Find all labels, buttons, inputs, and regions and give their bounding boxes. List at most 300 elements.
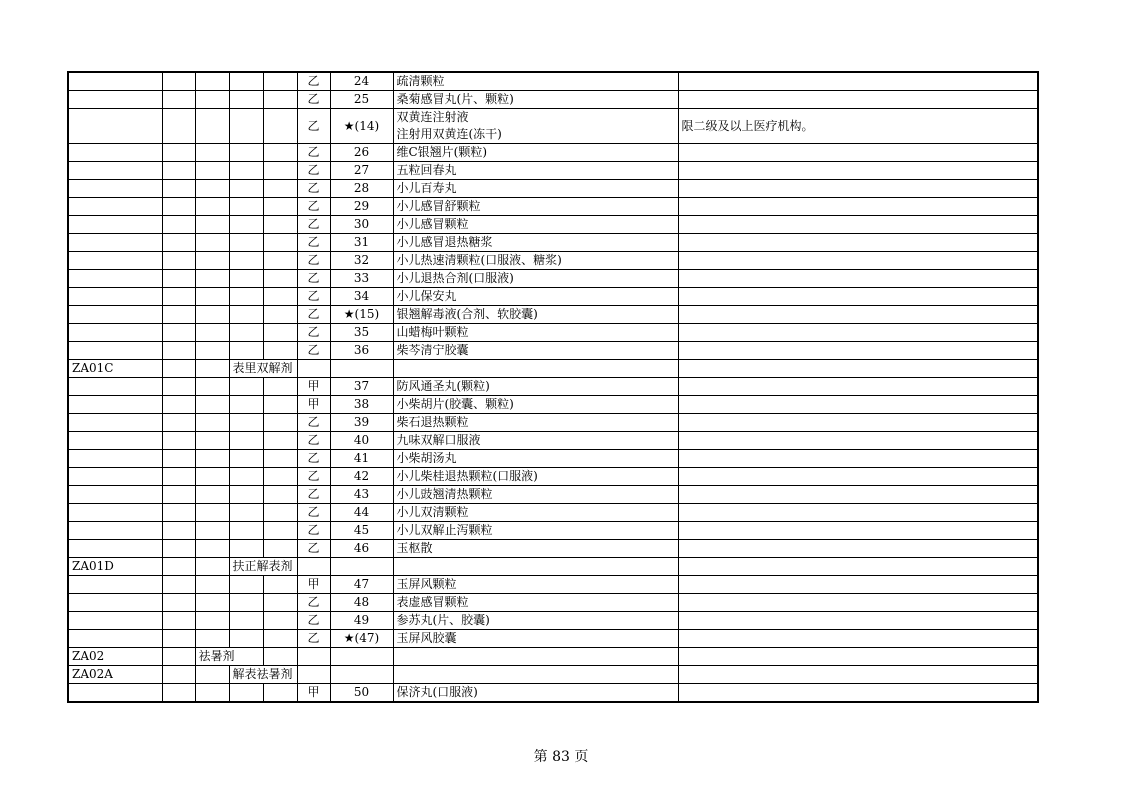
drug-name: 防风通圣丸(颗粒) bbox=[396, 379, 490, 393]
empty-cell bbox=[229, 144, 263, 162]
drug-row bbox=[68, 396, 1038, 414]
empty-cell bbox=[195, 162, 229, 180]
empty-cell bbox=[68, 612, 162, 630]
empty-cell bbox=[195, 594, 229, 612]
class-cell: 乙 bbox=[297, 91, 330, 109]
empty-cell bbox=[229, 270, 263, 288]
number-cell: 40 bbox=[330, 432, 393, 450]
drug-name: 小儿豉翘清热颗粒 bbox=[396, 487, 493, 501]
class-cell: 乙 bbox=[297, 324, 330, 342]
class-cell: 乙 bbox=[297, 522, 330, 540]
number-cell: 49 bbox=[330, 612, 393, 630]
empty-cell bbox=[229, 522, 263, 540]
empty-cell bbox=[162, 144, 195, 162]
number-cell: 50 bbox=[330, 684, 393, 703]
class-cell: 甲 bbox=[297, 684, 330, 703]
number-cell: 26 bbox=[330, 144, 393, 162]
drug-name: 九味双解口服液 bbox=[396, 433, 481, 447]
class-cell: 乙 bbox=[297, 234, 330, 252]
empty-cell bbox=[263, 396, 297, 414]
class-cell: 乙 bbox=[297, 540, 330, 558]
drug-name: 参苏丸(片、胶囊) bbox=[396, 613, 490, 627]
empty-cell bbox=[68, 324, 162, 342]
empty-cell bbox=[263, 109, 297, 144]
drug-row bbox=[68, 324, 1038, 342]
drug-name: 小儿保安丸 bbox=[396, 289, 457, 303]
empty-cell bbox=[68, 396, 162, 414]
empty-cell bbox=[263, 270, 297, 288]
category-level-cell bbox=[162, 648, 195, 666]
note-cell bbox=[678, 468, 1038, 486]
empty-cell bbox=[195, 91, 229, 109]
drug-name: 桑菊感冒丸(片、颗粒) bbox=[396, 92, 514, 106]
class-cell: 乙 bbox=[297, 216, 330, 234]
drug-name-cell bbox=[393, 432, 678, 450]
empty-cell bbox=[263, 162, 297, 180]
category-label: 解表祛暑剂 bbox=[229, 666, 297, 684]
number-cell: 30 bbox=[330, 216, 393, 234]
note-cell bbox=[678, 414, 1038, 432]
empty-cell bbox=[195, 252, 229, 270]
drug-name: 小儿双解止泻颗粒 bbox=[396, 523, 493, 537]
empty-cell bbox=[68, 109, 162, 144]
drug-row bbox=[68, 234, 1038, 252]
empty-cell bbox=[229, 306, 263, 324]
class-cell bbox=[297, 648, 330, 666]
drug-name-cell bbox=[393, 306, 678, 324]
number-cell: ★(47) bbox=[330, 630, 393, 648]
empty-cell bbox=[195, 612, 229, 630]
empty-cell bbox=[162, 342, 195, 360]
class-cell: 乙 bbox=[297, 414, 330, 432]
drug-name-cell bbox=[393, 216, 678, 234]
empty-cell bbox=[68, 684, 162, 703]
number-cell: 38 bbox=[330, 396, 393, 414]
empty-cell bbox=[162, 216, 195, 234]
empty-cell bbox=[162, 450, 195, 468]
empty-cell bbox=[195, 216, 229, 234]
class-cell: 乙 bbox=[297, 630, 330, 648]
empty-cell bbox=[162, 396, 195, 414]
drug-name-cell bbox=[393, 234, 678, 252]
empty-cell bbox=[68, 288, 162, 306]
empty-cell bbox=[229, 234, 263, 252]
drug-row bbox=[68, 72, 1038, 91]
note-cell bbox=[678, 270, 1038, 288]
table-body bbox=[68, 72, 1038, 702]
empty-cell bbox=[263, 450, 297, 468]
empty-cell bbox=[229, 630, 263, 648]
drug-row bbox=[68, 378, 1038, 396]
class-cell bbox=[297, 360, 330, 378]
empty-cell bbox=[162, 594, 195, 612]
empty-cell bbox=[195, 630, 229, 648]
empty-cell bbox=[229, 432, 263, 450]
empty-cell bbox=[263, 612, 297, 630]
drug-row bbox=[68, 630, 1038, 648]
empty-cell bbox=[229, 180, 263, 198]
category-row bbox=[68, 648, 1038, 666]
empty-cell bbox=[195, 468, 229, 486]
drug-row bbox=[68, 91, 1038, 109]
number-cell: 34 bbox=[330, 288, 393, 306]
number-cell bbox=[330, 666, 393, 684]
empty-cell bbox=[68, 432, 162, 450]
number-cell: 25 bbox=[330, 91, 393, 109]
category-label: 表里双解剂 bbox=[229, 360, 297, 378]
empty-cell bbox=[229, 504, 263, 522]
drug-name: 小柴胡片(胶囊、颗粒) bbox=[396, 397, 514, 411]
empty-cell bbox=[68, 180, 162, 198]
drug-row bbox=[68, 576, 1038, 594]
note-cell bbox=[678, 72, 1038, 91]
class-cell: 乙 bbox=[297, 162, 330, 180]
number-cell bbox=[330, 648, 393, 666]
drug-name: 银翘解毒液(合剂、软胶囊) bbox=[396, 307, 538, 321]
empty-cell bbox=[162, 198, 195, 216]
number-cell: 47 bbox=[330, 576, 393, 594]
drug-row bbox=[68, 432, 1038, 450]
drug-name-cell bbox=[393, 162, 678, 180]
note-cell bbox=[678, 666, 1038, 684]
class-cell: 乙 bbox=[297, 288, 330, 306]
drug-name: 维C银翘片(颗粒) bbox=[396, 145, 488, 159]
empty-cell bbox=[162, 378, 195, 396]
drug-row bbox=[68, 594, 1038, 612]
drug-name: 玉屏风胶囊 bbox=[396, 631, 457, 645]
empty-cell bbox=[195, 414, 229, 432]
empty-cell bbox=[263, 306, 297, 324]
empty-cell bbox=[229, 72, 263, 91]
number-cell: 46 bbox=[330, 540, 393, 558]
number-cell: ★(14) bbox=[330, 109, 393, 144]
empty-cell bbox=[162, 288, 195, 306]
number-cell: 36 bbox=[330, 342, 393, 360]
empty-cell bbox=[195, 270, 229, 288]
drug-name: 小儿感冒舒颗粒 bbox=[396, 199, 481, 213]
category-row bbox=[68, 558, 1038, 576]
number-cell: 28 bbox=[330, 180, 393, 198]
class-cell: 乙 bbox=[297, 612, 330, 630]
empty-cell bbox=[229, 342, 263, 360]
empty-cell bbox=[263, 684, 297, 703]
note-cell bbox=[678, 288, 1038, 306]
empty-cell bbox=[229, 540, 263, 558]
drug-name: 小儿双清颗粒 bbox=[396, 505, 469, 519]
drug-name: 柴石退热颗粒 bbox=[396, 415, 469, 429]
note-cell bbox=[678, 684, 1038, 703]
empty-cell bbox=[162, 468, 195, 486]
empty-cell bbox=[263, 486, 297, 504]
empty-cell bbox=[68, 198, 162, 216]
drug-name-cell bbox=[393, 144, 678, 162]
drug-name: 小儿百寿丸 bbox=[396, 181, 457, 195]
empty-cell bbox=[195, 432, 229, 450]
drug-name-cell bbox=[393, 91, 678, 109]
empty-cell bbox=[68, 270, 162, 288]
empty-cell bbox=[68, 306, 162, 324]
empty-cell bbox=[68, 378, 162, 396]
empty-cell bbox=[229, 162, 263, 180]
empty-cell bbox=[263, 594, 297, 612]
empty-cell bbox=[68, 234, 162, 252]
drug-row bbox=[68, 612, 1038, 630]
empty-cell bbox=[263, 198, 297, 216]
drug-row bbox=[68, 504, 1038, 522]
empty-cell bbox=[229, 378, 263, 396]
category-code: ZA02A bbox=[68, 666, 162, 684]
empty-cell bbox=[229, 198, 263, 216]
empty-cell bbox=[195, 234, 229, 252]
note-cell bbox=[678, 396, 1038, 414]
category-label: 祛暑剂 bbox=[195, 648, 263, 666]
empty-cell bbox=[162, 522, 195, 540]
empty-cell bbox=[263, 180, 297, 198]
empty-cell bbox=[195, 144, 229, 162]
drug-name: 柴芩清宁胶囊 bbox=[396, 343, 469, 357]
note-cell bbox=[678, 558, 1038, 576]
empty-cell bbox=[263, 234, 297, 252]
drug-row bbox=[68, 109, 1038, 144]
note-cell bbox=[678, 504, 1038, 522]
number-cell bbox=[330, 558, 393, 576]
empty-cell bbox=[229, 684, 263, 703]
class-cell: 乙 bbox=[297, 144, 330, 162]
empty-cell bbox=[229, 594, 263, 612]
empty-cell bbox=[162, 162, 195, 180]
name-cell bbox=[393, 558, 678, 576]
class-cell: 乙 bbox=[297, 270, 330, 288]
empty-cell bbox=[162, 504, 195, 522]
note-cell bbox=[678, 91, 1038, 109]
drug-name: 玉枢散 bbox=[396, 541, 433, 555]
note-cell bbox=[678, 522, 1038, 540]
empty-cell bbox=[229, 450, 263, 468]
drug-name: 小儿热速清颗粒(口服液、糖浆) bbox=[396, 253, 562, 267]
drug-name-cell bbox=[393, 414, 678, 432]
drug-name-cell bbox=[393, 612, 678, 630]
drug-name: 玉屏风颗粒 bbox=[396, 577, 457, 591]
class-cell: 乙 bbox=[297, 432, 330, 450]
empty-cell bbox=[68, 414, 162, 432]
empty-cell bbox=[68, 342, 162, 360]
empty-cell bbox=[162, 612, 195, 630]
drug-name-cell bbox=[393, 109, 678, 144]
empty-cell bbox=[195, 576, 229, 594]
class-cell: 乙 bbox=[297, 252, 330, 270]
drug-name-cell bbox=[393, 180, 678, 198]
empty-cell bbox=[68, 576, 162, 594]
empty-cell bbox=[195, 396, 229, 414]
empty-cell bbox=[229, 252, 263, 270]
drug-row bbox=[68, 450, 1038, 468]
empty-cell bbox=[263, 432, 297, 450]
number-cell: 39 bbox=[330, 414, 393, 432]
empty-cell bbox=[263, 216, 297, 234]
empty-cell bbox=[195, 198, 229, 216]
note-cell bbox=[678, 540, 1038, 558]
drug-row bbox=[68, 540, 1038, 558]
class-cell: 乙 bbox=[297, 109, 330, 144]
drug-name-cell bbox=[393, 198, 678, 216]
empty-cell bbox=[229, 396, 263, 414]
empty-cell bbox=[68, 450, 162, 468]
category-level-cell bbox=[195, 360, 229, 378]
class-cell: 乙 bbox=[297, 72, 330, 91]
empty-cell bbox=[195, 486, 229, 504]
drug-name: 小儿感冒退热糖浆 bbox=[396, 235, 493, 249]
empty-cell bbox=[162, 252, 195, 270]
drug-row bbox=[68, 288, 1038, 306]
drug-name-cell bbox=[393, 684, 678, 703]
drug-name-cell bbox=[393, 378, 678, 396]
number-cell: ★(15) bbox=[330, 306, 393, 324]
empty-cell bbox=[68, 91, 162, 109]
drug-row bbox=[68, 684, 1038, 703]
empty-cell bbox=[195, 324, 229, 342]
note-cell bbox=[678, 306, 1038, 324]
drug-name-cell bbox=[393, 630, 678, 648]
note-cell bbox=[678, 648, 1038, 666]
empty-cell bbox=[195, 522, 229, 540]
empty-cell bbox=[195, 504, 229, 522]
class-cell: 乙 bbox=[297, 450, 330, 468]
class-cell bbox=[297, 666, 330, 684]
note-cell bbox=[678, 162, 1038, 180]
drug-name: 表虚感冒颗粒 bbox=[396, 595, 469, 609]
empty-cell bbox=[229, 576, 263, 594]
drug-name-cell bbox=[393, 288, 678, 306]
empty-cell bbox=[68, 252, 162, 270]
empty-cell bbox=[195, 342, 229, 360]
drug-name-cell bbox=[393, 450, 678, 468]
drug-row bbox=[68, 216, 1038, 234]
class-cell: 乙 bbox=[297, 180, 330, 198]
empty-cell bbox=[195, 684, 229, 703]
empty-cell bbox=[162, 109, 195, 144]
empty-cell bbox=[162, 234, 195, 252]
drug-name: 山蜡梅叶颗粒 bbox=[396, 325, 469, 339]
drug-name: 五粒回春丸 bbox=[396, 163, 457, 177]
note-cell bbox=[678, 342, 1038, 360]
empty-cell bbox=[68, 72, 162, 91]
class-cell: 甲 bbox=[297, 378, 330, 396]
category-level-cell bbox=[195, 666, 229, 684]
drug-row bbox=[68, 522, 1038, 540]
note-cell bbox=[678, 630, 1038, 648]
empty-cell bbox=[162, 91, 195, 109]
empty-cell bbox=[68, 486, 162, 504]
note-cell bbox=[678, 180, 1038, 198]
drug-row bbox=[68, 162, 1038, 180]
number-cell: 41 bbox=[330, 450, 393, 468]
drug-name-cell bbox=[393, 324, 678, 342]
note-cell bbox=[678, 594, 1038, 612]
drug-name-cell bbox=[393, 576, 678, 594]
note-cell bbox=[678, 612, 1038, 630]
empty-cell bbox=[68, 540, 162, 558]
empty-cell bbox=[263, 576, 297, 594]
drug-list-table bbox=[67, 71, 1039, 703]
empty-cell bbox=[162, 306, 195, 324]
drug-name-cell bbox=[393, 252, 678, 270]
drug-name: 小儿柴桂退热颗粒(口服液) bbox=[396, 469, 538, 483]
drug-row bbox=[68, 468, 1038, 486]
category-label: 扶正解表剂 bbox=[229, 558, 297, 576]
empty-cell bbox=[263, 144, 297, 162]
empty-cell bbox=[162, 684, 195, 703]
category-code: ZA01C bbox=[68, 360, 162, 378]
empty-cell bbox=[263, 91, 297, 109]
page-number: 第 83 页 bbox=[533, 749, 589, 765]
drug-row bbox=[68, 270, 1038, 288]
empty-cell bbox=[195, 540, 229, 558]
note-cell bbox=[678, 450, 1038, 468]
empty-cell bbox=[229, 216, 263, 234]
empty-cell bbox=[229, 486, 263, 504]
empty-cell bbox=[162, 486, 195, 504]
drug-name: 小儿感冒颗粒 bbox=[396, 217, 469, 231]
drug-row bbox=[68, 252, 1038, 270]
empty-cell bbox=[68, 504, 162, 522]
empty-cell bbox=[162, 576, 195, 594]
note-cell bbox=[678, 198, 1038, 216]
drug-name: 注射用双黄连(冻干) bbox=[396, 127, 502, 141]
drug-name-cell bbox=[393, 342, 678, 360]
empty-cell bbox=[229, 414, 263, 432]
number-cell: 48 bbox=[330, 594, 393, 612]
empty-cell bbox=[68, 216, 162, 234]
drug-row bbox=[68, 198, 1038, 216]
note-cell bbox=[678, 360, 1038, 378]
class-cell: 甲 bbox=[297, 396, 330, 414]
category-level-cell bbox=[263, 648, 297, 666]
empty-cell bbox=[263, 468, 297, 486]
empty-cell bbox=[263, 252, 297, 270]
category-row bbox=[68, 666, 1038, 684]
class-cell: 乙 bbox=[297, 342, 330, 360]
empty-cell bbox=[263, 342, 297, 360]
class-cell: 乙 bbox=[297, 504, 330, 522]
number-cell: 33 bbox=[330, 270, 393, 288]
empty-cell bbox=[162, 180, 195, 198]
category-code: ZA02 bbox=[68, 648, 162, 666]
note-cell bbox=[678, 144, 1038, 162]
class-cell: 甲 bbox=[297, 576, 330, 594]
note-cell bbox=[678, 378, 1038, 396]
empty-cell bbox=[162, 270, 195, 288]
empty-cell bbox=[229, 288, 263, 306]
empty-cell bbox=[263, 414, 297, 432]
empty-cell bbox=[162, 540, 195, 558]
note-cell bbox=[678, 252, 1038, 270]
empty-cell bbox=[195, 180, 229, 198]
empty-cell bbox=[263, 378, 297, 396]
category-level-cell bbox=[162, 558, 195, 576]
empty-cell bbox=[195, 378, 229, 396]
empty-cell bbox=[162, 72, 195, 91]
number-cell bbox=[330, 360, 393, 378]
note-cell bbox=[678, 576, 1038, 594]
empty-cell bbox=[229, 109, 263, 144]
drug-name-cell bbox=[393, 468, 678, 486]
drug-name-cell bbox=[393, 72, 678, 91]
number-cell: 24 bbox=[330, 72, 393, 91]
drug-name-cell bbox=[393, 486, 678, 504]
note-cell bbox=[678, 432, 1038, 450]
drug-row bbox=[68, 486, 1038, 504]
empty-cell bbox=[68, 522, 162, 540]
